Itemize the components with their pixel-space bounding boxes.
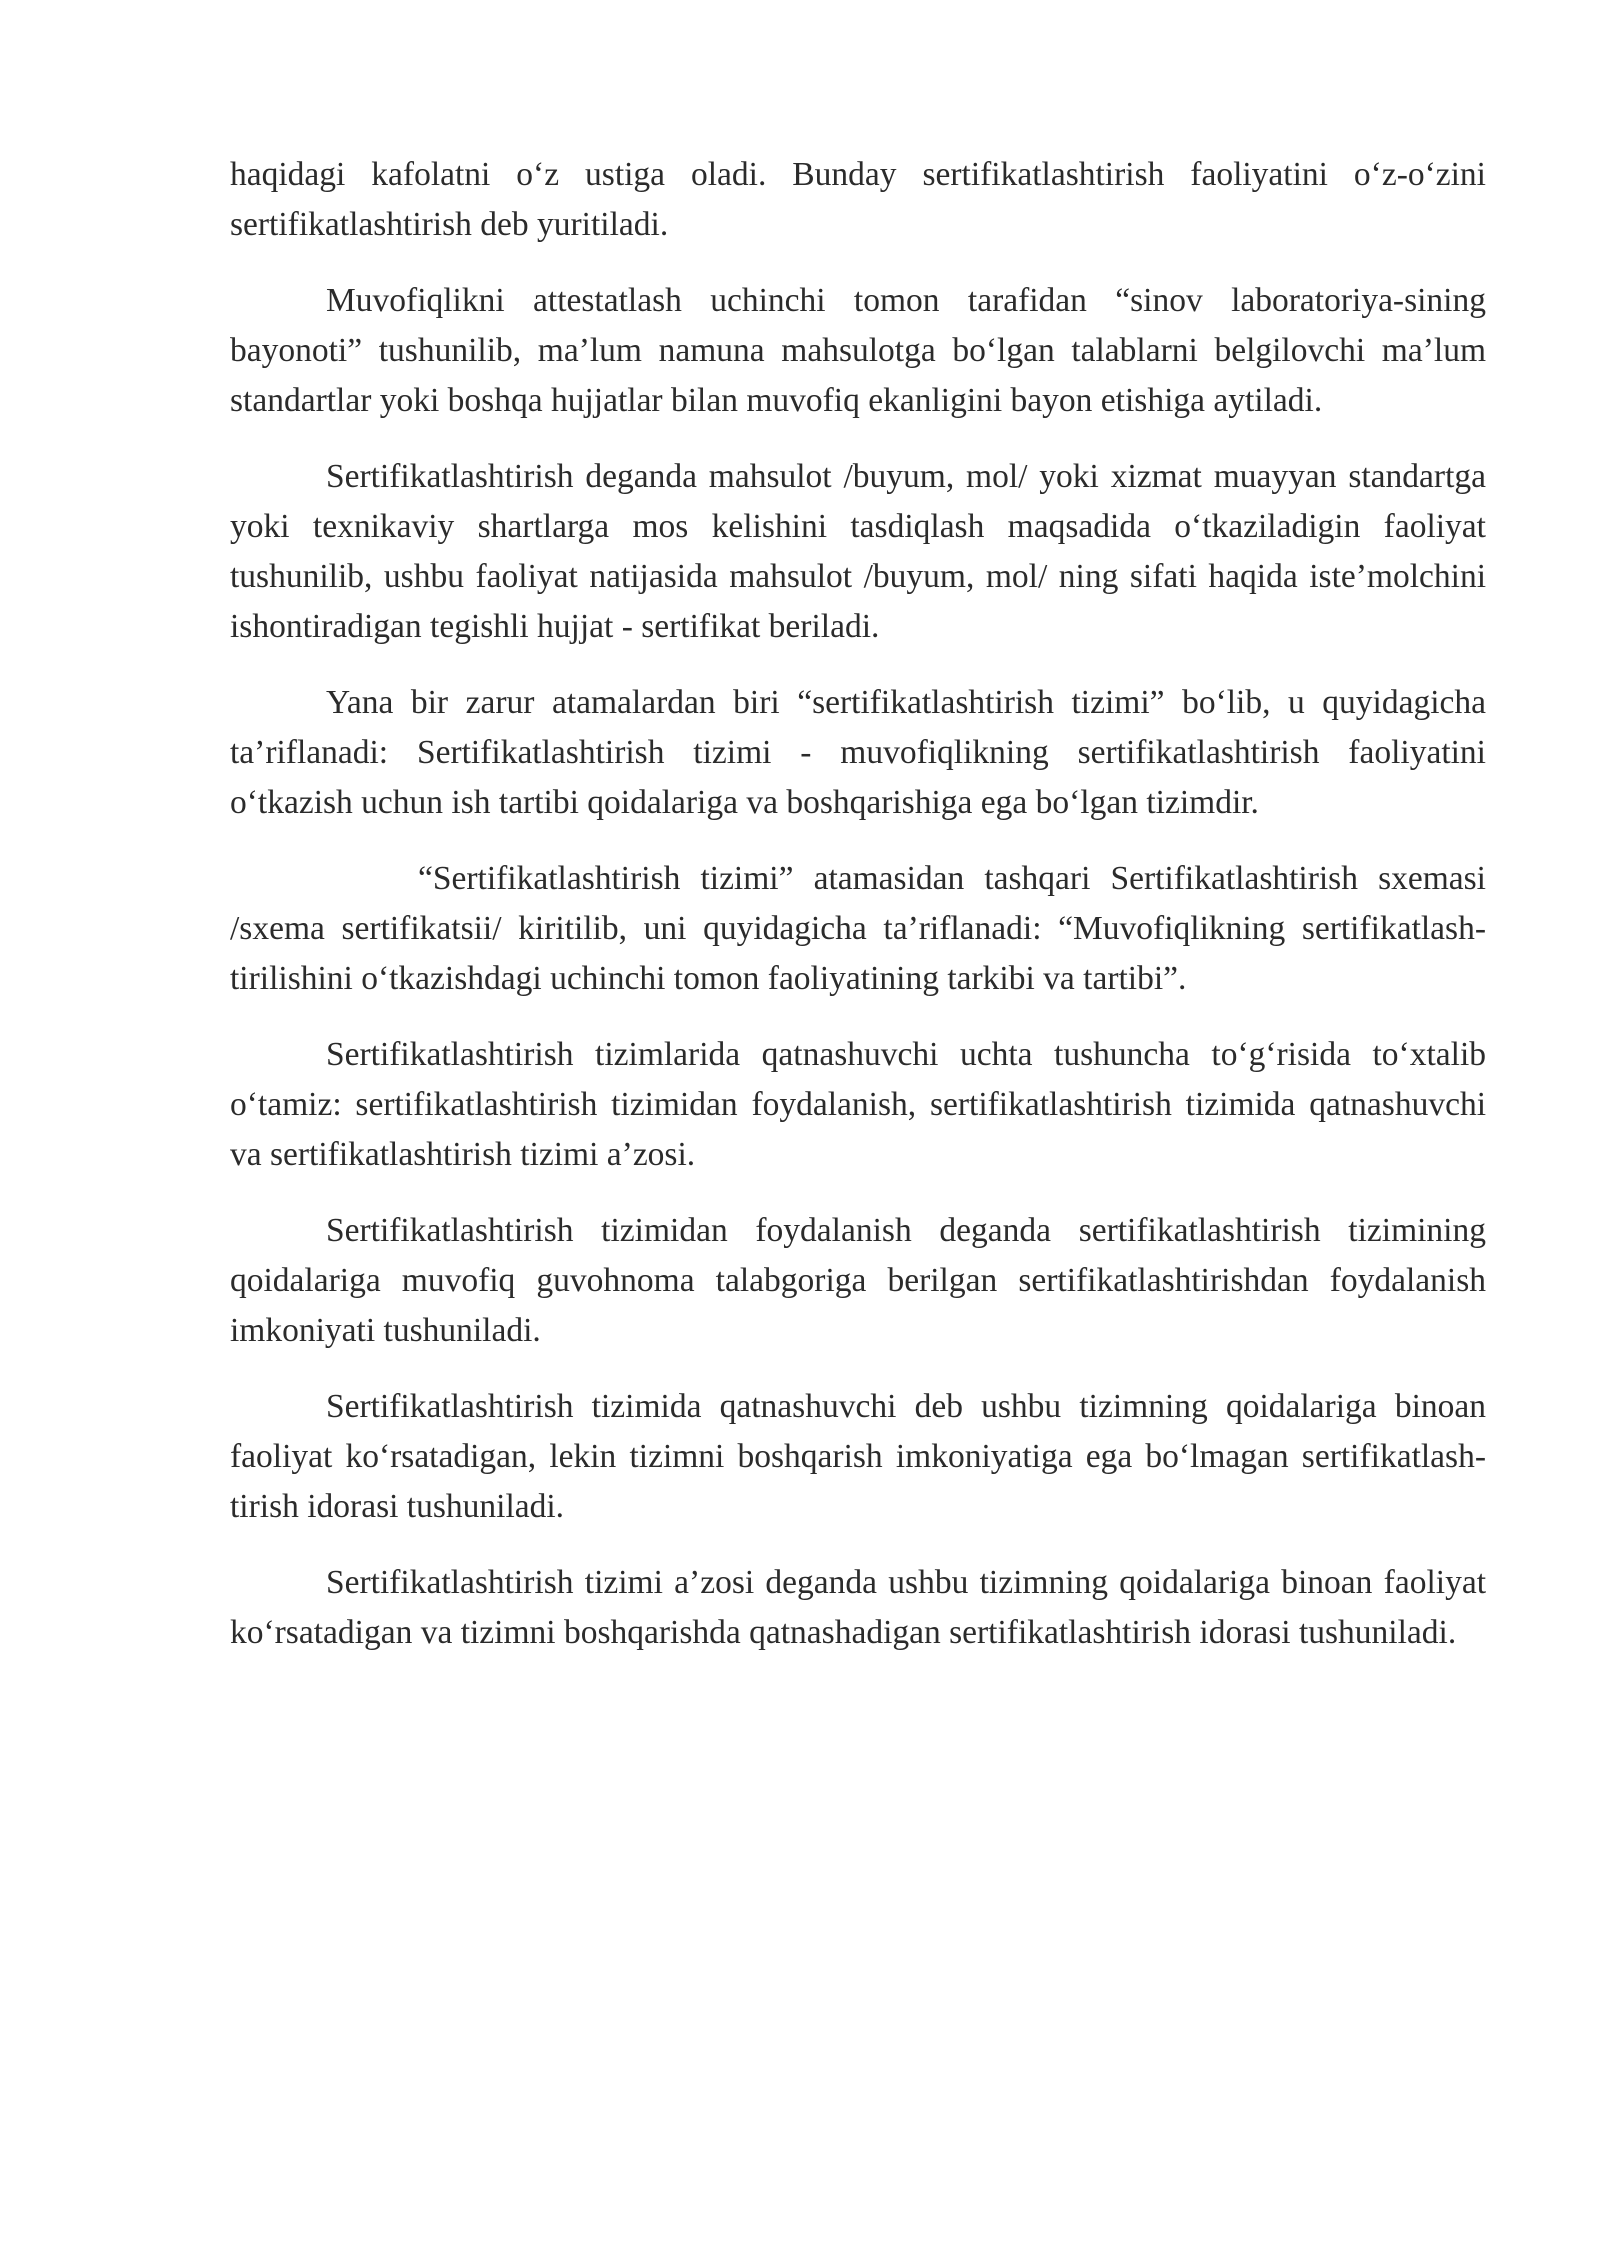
paragraph-continuation: haqidagi kafolatni o‘z ustiga oladi. Bunday sertifikatlashtirish faoliyatini o‘z-o‘zini sertifikatlashtirish deb yuritiladi. (230, 156, 1486, 243)
paragraph-certification-system: Yana bir zarur atamalardan biri “sertifikatlashtirish tizimi” bo‘lib, u quyidagicha ta’riflanadi: Sertifikatlashtirish tizimi - muvofiqlikning sertifikatlashtirish faoliyatini o‘tkazish uchun ish tartibi qoidalariga va boshqarishiga ega bo‘lgan tizimdir. (230, 684, 1486, 821)
paragraph-system-usage: Sertifikatlashtirish tizimidan foydalanish deganda sertifikatlashtirish tizimining qoidalariga muvofiq guvohnoma talabgoriga berilgan sertifikatlashtirishdan foydalanish imkoniyati tushuniladi. (230, 1212, 1486, 1349)
paragraph-attestation: Muvofiqlikni attestatlash uchinchi tomon tarafidan “sinov laboratoriya-sining bayonoti” tushunilib, ma’lum namuna mahsulotga bo‘lgan talablarni belgilovchi ma’lum standartlar yoki boshqa hujjatlar bilan muvofiq ekanligini bayon etishiga aytiladi. (230, 282, 1486, 419)
paragraph-three-concepts: Sertifikatlashtirish tizimlarida qatnashuvchi uchta tushuncha to‘g‘risida to‘xtalib o‘tamiz: sertifikatlashtirish tizimidan foydalanish, sertifikatlashtirish tizimida qatnashuvchi va sertifikatlashtirish tizimi a’zosi. (230, 1036, 1486, 1173)
paragraph-certification-scheme: “Sertifikatlashtirish tizimi” atamasidan tashqari Sertifikatlashtirish sxemasi /sxema sertifikatsii/ kiritilib, uni quyidagicha ta’riflanadi: “Muvofiqlikning sertifikatlash-tirilishini o‘tkazishdagi uchinchi tomon faoliyatining tarkibi va tartibi”. (230, 860, 1486, 997)
paragraph-system-participant: Sertifikatlashtirish tizimida qatnashuvchi deb ushbu tizimning qoidalariga binoan faoliyat ko‘rsatadigan, lekin tizimni boshqarish imkoniyatiga ega bo‘lmagan sertifikatlash-tirish idorasi tushuniladi. (230, 1388, 1486, 1525)
document-page (230, 150, 1486, 1684)
paragraph-certification-definition: Sertifikatlashtirish deganda mahsulot /buyum, mol/ yoki xizmat muayyan standartga yoki texnikaviy shartlarga mos kelishini tasdiqlash maqsadida o‘tkaziladigin faoliyat tushunilib, ushbu faoliyat natijasida mahsulot /buyum, mol/ ning sifati haqida iste’molchini ishontiradigan tegishli hujjat - sertifikat beriladi. (230, 458, 1486, 645)
paragraph-system-member: Sertifikatlashtirish tizimi a’zosi deganda ushbu tizimning qoidalariga binoan faoliyat ko‘rsatadigan va tizimni boshqarishda qatnashadigan sertifikatlashtirish idorasi tushuniladi. (230, 1564, 1486, 1651)
